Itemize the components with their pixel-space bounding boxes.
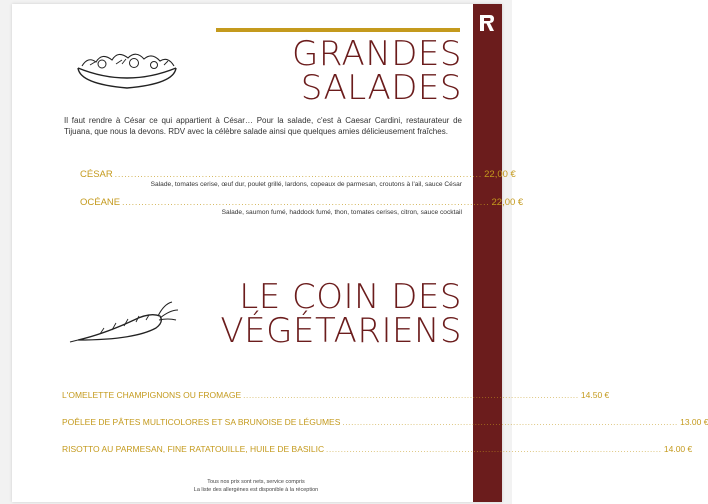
dish-name: CÉSAR xyxy=(80,169,113,180)
salads-intro: Il faut rendre à César ce qui appartient à César… Pour la salade, c'est à Caesar Cardini, restaurateur de Tijuana, que nous la devons. RDV avec la célèbre salade ainsi que quelques amies délicieusement fraîches. xyxy=(64,116,462,136)
dish-description: Salade, tomates cerise, œuf dur, poulet grillé, lardons, copeaux de parmesan, croutons à l'ail, sauce César xyxy=(150,181,462,188)
dish-oceane xyxy=(80,197,524,216)
dish-price: 14.50 € xyxy=(580,390,610,400)
leader-dots: .................................................................................................................. xyxy=(342,420,679,427)
leader-dots: .................................................................................................................. xyxy=(114,170,483,179)
leader-dots: .................................................................................................................. xyxy=(326,447,662,454)
dish-name: OCÉANE xyxy=(80,197,121,208)
footer-line2: La liste des allergènes est disponible à la réception xyxy=(193,487,319,493)
leader-dots: .................................................................................................................. xyxy=(243,393,579,400)
veg-dish-pates xyxy=(62,417,708,427)
salad-bowl-icon xyxy=(72,44,182,94)
veg-dish-risotto xyxy=(62,444,693,454)
dish-price: 13.00 € xyxy=(680,417,708,427)
veg-title xyxy=(220,277,462,351)
title-rule xyxy=(216,28,460,32)
dish-price: 14.00 € xyxy=(663,444,693,454)
salads-title-line1: GRANDES xyxy=(291,34,462,74)
footer-line1: Tous nos prix sont nets, service compris xyxy=(207,479,305,485)
salads-title xyxy=(291,34,462,108)
dish-price: 22,00 € xyxy=(484,169,516,180)
dish-name: L'OMELETTE CHAMPIGNONS OU FROMAGE xyxy=(62,390,242,400)
dish-price: 22,00 € xyxy=(491,197,524,208)
veg-dish-omelette xyxy=(62,390,610,400)
dish-name: POÊLEE DE PÂTES MULTICOLORES ET SA BRUNOISE DE LÉGUMES xyxy=(62,417,341,427)
veg-title-line1: LE COIN DES xyxy=(239,277,462,317)
carrot-icon xyxy=(64,300,180,348)
dish-description: Salade, saumon fumé, haddock fumé, thon, tomates cerises, citron, sauce cocktail xyxy=(221,209,462,216)
salads-title-line2: SALADES xyxy=(300,68,462,108)
footer-note xyxy=(172,478,340,494)
dish-name: RISOTTO AU PARMESAN, FINE RATATOUILLE, HUILE DE BASILIC xyxy=(62,444,325,454)
leader-dots: .................................................................................................................. xyxy=(122,198,490,207)
brand-sidebar xyxy=(473,4,502,502)
r-logo-icon xyxy=(478,13,496,33)
menu-page xyxy=(12,4,708,502)
dish-cesar xyxy=(80,169,516,188)
veg-title-line2: VÉGÉTARIENS xyxy=(220,311,462,351)
